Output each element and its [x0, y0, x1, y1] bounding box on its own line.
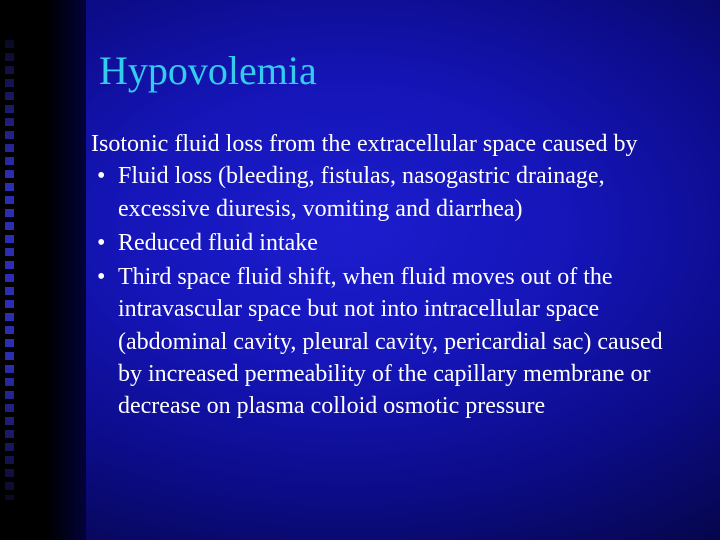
- bullet-icon: •: [97, 163, 106, 190]
- bullet-item: [91, 227, 681, 259]
- bullet-text: Reduced fluid intake: [118, 229, 318, 256]
- intro-text: Isotonic fluid loss from the extracellular space caused by: [91, 131, 638, 157]
- slide-body: [91, 128, 681, 424]
- decorative-square-strip: [5, 40, 14, 500]
- bullet-text: Third space fluid shift, when fluid moves out of the intravascular space but not into intracellular space (abdominal cavity, pleural cavity, pericardial sac) caused by increased permeability of the capillary membrane or decrease on plasma colloid osmotic pressure: [118, 263, 663, 420]
- bullet-icon: •: [97, 229, 106, 256]
- bullet-item: [91, 160, 681, 225]
- slide-title: Hypovolemia: [99, 48, 317, 93]
- bullet-list: [91, 160, 681, 422]
- bullet-item: [91, 261, 681, 423]
- bullet-text: Fluid loss (bleeding, fistulas, nasogastric drainage, excessive diuresis, vomiting and diarrhea): [118, 163, 605, 222]
- bullet-icon: •: [97, 263, 106, 290]
